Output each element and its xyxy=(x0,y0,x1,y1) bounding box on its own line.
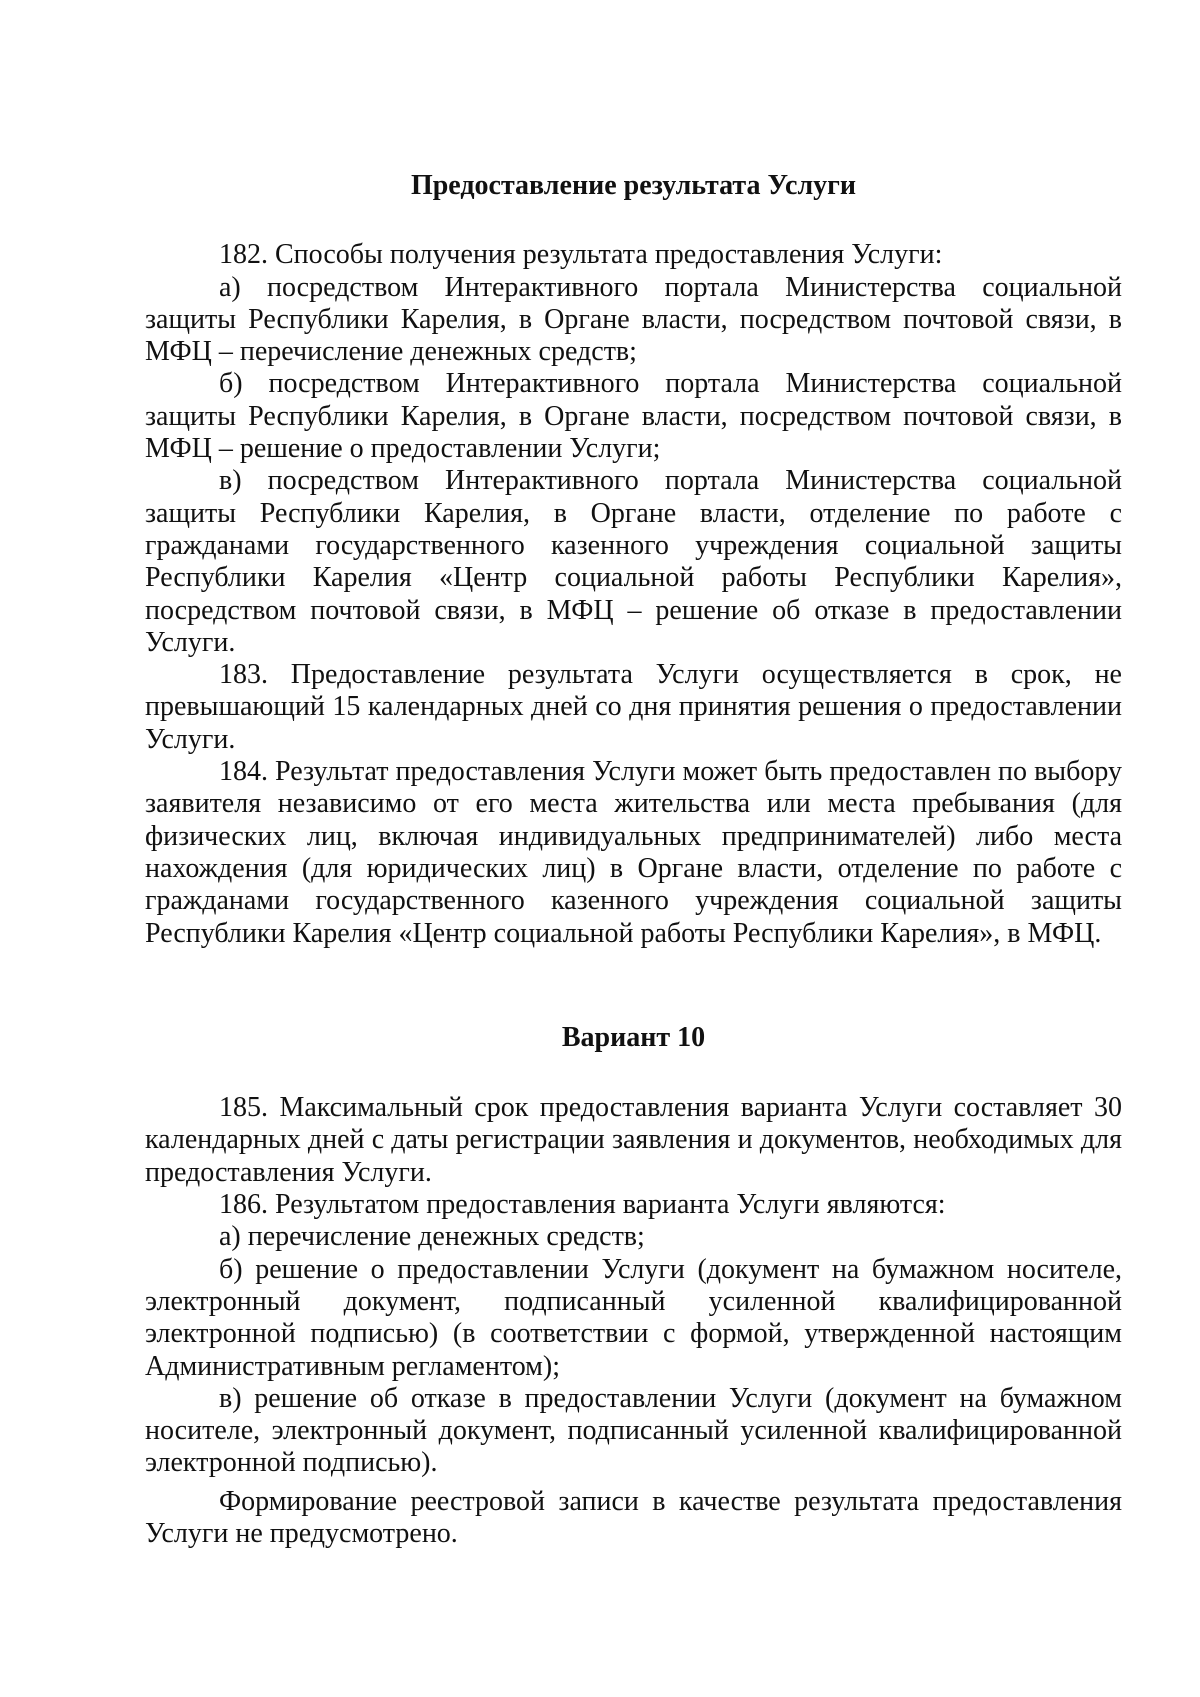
paragraph-182-v: в) посредством Интерактивного портала Министерства социальной защиты Республики Карелия, в Органе власти, отделение по работе с гражданами государственного казенного учреждения социальной защиты Республики Карелия «Центр социальной работы Республики Карелия», посредством почтовой связи, в МФЦ – решение об отказе в предоставлении Услуги. xyxy=(145,465,1122,658)
paragraph-184: 184. Результат предоставления Услуги может быть предоставлен по выбору заявителя независимо от его места жительства или места пребывания (для физических лиц, включая индивидуальных предпринимателей) либо места нахождения (для юридических лиц) в Органе власти, отделение по работе с гражданами государственного казенного учреждения социальной защиты Республики Карелия «Центр социальной работы Республики Карелия», в МФЦ. xyxy=(145,756,1122,949)
paragraph-185: 185. Максимальный срок предоставления варианта Услуги составляет 30 календарных дней с даты регистрации заявления и документов, необходимых для предоставления Услуги. xyxy=(145,1092,1122,1188)
paragraph-186-b: б) решение о предоставлении Услуги (документ на бумажном носителе, электронный документ, подписанный усиленной квалифицированной электронной подписью) (в соответствии с формой, утвержденной настоящим Административным регламентом); xyxy=(145,1253,1122,1382)
document-page xyxy=(145,170,1122,1550)
paragraph-186: 186. Результатом предоставления варианта Услуги являются: xyxy=(219,1189,946,1221)
paragraph-186-a: а) перечисление денежных средств; xyxy=(219,1221,645,1253)
paragraph-182-b: б) посредством Интерактивного портала Министерства социальной защиты Республики Карелия, в Органе власти, посредством почтовой связи, в МФЦ – решение о предоставлении Услуги; xyxy=(145,368,1122,465)
section-title: Предоставление результата Услуги xyxy=(410,170,857,201)
paragraph-182: 182. Способы получения результата предоставления Услуги: xyxy=(219,239,943,271)
variant-title: Вариант 10 xyxy=(561,1021,706,1053)
paragraph-registry-note: Формирование реестровой записи в качестве результата предоставления Услуги не предусмотрено. xyxy=(145,1485,1122,1549)
paragraph-182-a: а) посредством Интерактивного портала Министерства социальной защиты Республики Карелия, в Органе власти, посредством почтовой связи, в МФЦ – перечисление денежных средств; xyxy=(145,271,1122,368)
paragraph-186-v: в) решение об отказе в предоставлении Услуги (документ на бумажном носителе, электронный документ, подписанный усиленной квалифицированной электронной подписью). xyxy=(145,1382,1122,1479)
paragraph-183: 183. Предоставление результата Услуги осуществляется в срок, не превышающий 15 календарных дней со дня принятия решения о предоставлении Услуги. xyxy=(145,659,1122,755)
